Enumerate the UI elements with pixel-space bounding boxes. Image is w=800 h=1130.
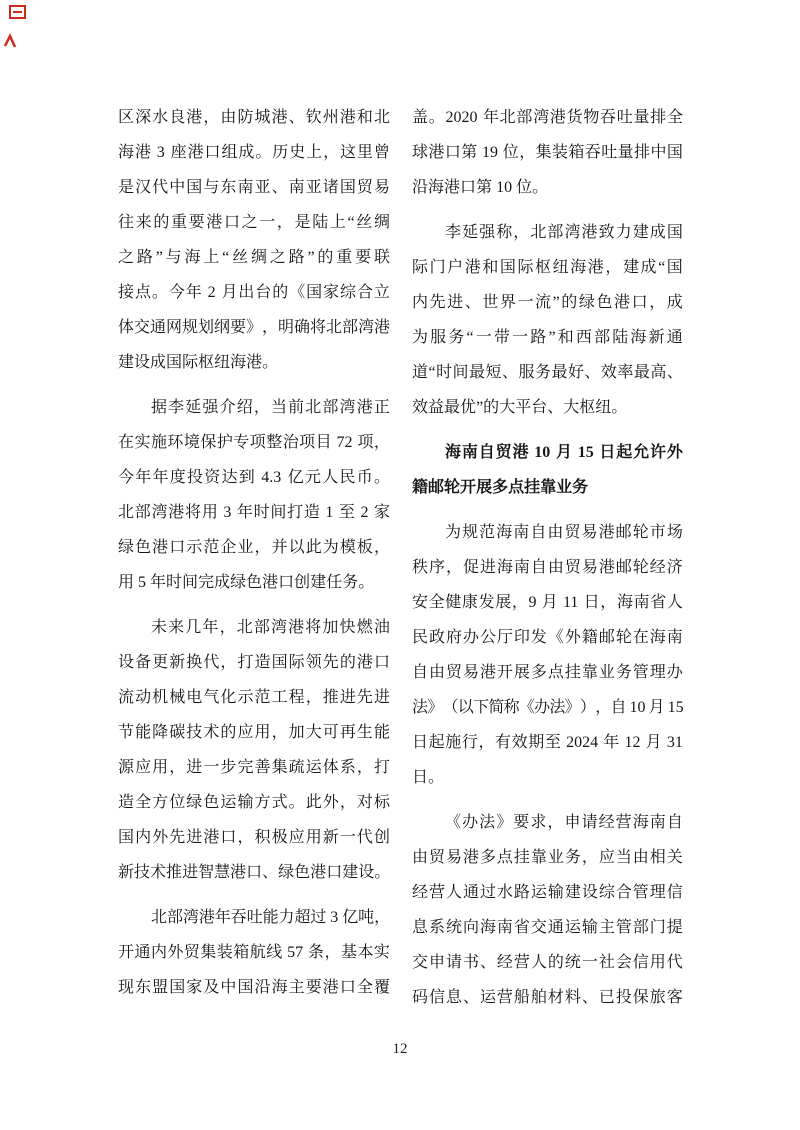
text-line: 据 李 延 强 介 绍 ， 当 前 北 部 湾 港 正 bbox=[151, 399, 390, 416]
text-line: 盖 。 2020 年 北 部 湾 港 货 物 吞 吐 量 排 全 bbox=[412, 109, 683, 126]
red-check-mark-icon bbox=[3, 33, 17, 54]
text-line: 道 “ 时 间 最 短 、 服 务 最 好 、 效 率 最 高 、 bbox=[412, 364, 683, 381]
text-line: 区 深 水 良 港 ， 由 防 城 港 、 钦 州 港 和 北 bbox=[118, 109, 390, 126]
text-line: 绿 色 港 口 示 范 企 业 ， 并 以 此 为 模 板 ， bbox=[118, 539, 390, 556]
text-line: 民 政 府 办 公 厅 印 发 《 外 籍 邮 轮 在 海 南 bbox=[412, 629, 683, 646]
text-line: 为 服 务 “ 一 带 一 路 ” 和 西 部 陆 海 新 通 bbox=[412, 329, 683, 346]
page-number: 12 bbox=[392, 1041, 408, 1057]
text-line: 息 系 统 向 海 南 省 交 通 运 输 主 管 部 门 提 bbox=[412, 919, 683, 936]
text-line: 未 来 几 年 ， 北 部 湾 港 将 加 快 燃 油 bbox=[151, 619, 390, 636]
paragraph bbox=[118, 100, 390, 380]
text-line: 码 信 息 、 运 营 船 舶 材 料 、 已 投 保 旅 客 bbox=[412, 989, 683, 1006]
text-line: 李 延 强 称 ， 北 部 湾 港 致 力 建 成 国 bbox=[445, 224, 683, 241]
paragraph bbox=[412, 805, 683, 1015]
text-line: 沿 海 港 口 第 10 位 。 bbox=[412, 179, 549, 196]
text-line: 往 来 的 重 要 港 口 之 一 ， 是 陆 上 “ 丝 绸 bbox=[118, 214, 390, 231]
section-heading bbox=[412, 435, 683, 505]
text-line: 海 南 自 贸 港 10 月 15 日 起 允 许 外 bbox=[445, 444, 683, 461]
text-line: 之 路 ” 与 海 上 “ 丝 绸 之 路 ” 的 重 要 联 bbox=[118, 249, 390, 266]
text-line: 交 申 请 书 、 经 营 人 的 统 一 社 会 信 用 代 bbox=[412, 954, 683, 971]
text-line: 新 技 术 推 进 智 慧 港 口 、 绿 色 港 口 建 设 。 bbox=[118, 864, 391, 881]
right-column bbox=[412, 100, 683, 1025]
text-line: 节 能 降 碳 技 术 的 应 用 ， 加 大 可 再 生 能 bbox=[118, 724, 390, 741]
text-line: 设 备 更 新 换 代 ， 打 造 国 际 领 先 的 港 口 bbox=[118, 654, 390, 671]
text-line: 效 益 最 优 ” 的 大 平 台 、 大 枢 纽 。 bbox=[412, 399, 628, 416]
text-line: 日 起 施 行 ， 有 效 期 至 2024 年 12 月 31 bbox=[412, 734, 683, 751]
paragraph bbox=[118, 390, 390, 600]
text-line: 造 全 方 位 绿 色 运 输 方 式 。 此 外 ， 对 标 bbox=[118, 794, 390, 811]
paragraph bbox=[412, 215, 683, 425]
text-line: 流 动 机 械 电 气 化 示 范 工 程 ， 推 进 先 进 bbox=[118, 689, 390, 706]
text-line: 球 港 口 第 19 位 ， 集 装 箱 吞 吐 量 排 中 国 bbox=[412, 144, 683, 161]
text-line: 安 全 健 康 发 展 ， 9 月 11 日 ， 海 南 省 人 bbox=[412, 594, 683, 611]
text-line: 在 实 施 环 境 保 护 专 项 整 治 项 目 72 项 ， bbox=[118, 434, 390, 451]
text-line: 今 年 年 度 投 资 达 到 4.3 亿 元 人 民 币 。 bbox=[118, 469, 390, 486]
text-line: 自 由 贸 易 港 开 展 多 点 挂 靠 业 务 管 理 办 bbox=[412, 664, 683, 681]
text-line: 接 点 。 今 年 2 月 出 台 的 《 国 家 综 合 立 bbox=[118, 284, 390, 301]
text-line: 体 交 通 网 规 划 纲 要 》 ， 明 确 将 北 部 湾 港 bbox=[118, 319, 391, 336]
paragraph bbox=[412, 100, 683, 205]
paragraph bbox=[118, 610, 390, 890]
text-line: 日 。 bbox=[412, 769, 445, 786]
paragraph bbox=[118, 900, 390, 1005]
text-line: 由 贸 易 港 多 点 挂 靠 业 务 ， 应 当 由 相 关 bbox=[412, 849, 683, 866]
text-line: 用 5 年 时 间 完 成 绿 色 港 口 创 建 任 务 。 bbox=[118, 574, 375, 591]
text-line: 源 应 用 ， 进 一 步 完 善 集 疏 运 体 系 ， 打 bbox=[118, 759, 390, 776]
text-line: 《 办 法 》 要 求 ， 申 请 经 营 海 南 自 bbox=[445, 814, 683, 831]
text-line: 国 内 外 先 进 港 口 ， 积 极 应 用 新 一 代 创 bbox=[118, 829, 390, 846]
text-line: 海 港 3 座 港 口 组 成 。 历 史 上 ， 这 里 曾 bbox=[118, 144, 390, 161]
red-stamp-icon bbox=[9, 5, 26, 24]
text-line: 现 东 盟 国 家 及 中 国 沿 海 主 要 港 口 全 覆 bbox=[118, 979, 390, 996]
text-line: 秩 序 ， 促 进 海 南 自 由 贸 易 港 邮 轮 经 济 bbox=[412, 559, 683, 576]
text-line: 籍 邮 轮 开 展 多 点 挂 靠 业 务 bbox=[412, 479, 589, 496]
text-line: 内 先 进 、 世 界 一 流 ” 的 绿 色 港 口 ， 成 bbox=[412, 294, 683, 311]
text-line: 法 》 （ 以 下 简 称 《 办 法 》 ） ， 自 10 月 15 bbox=[412, 699, 684, 716]
left-column bbox=[118, 100, 390, 1015]
text-line: 开 通 内 外 贸 集 装 箱 航 线 57 条 ， 基 本 实 bbox=[118, 944, 390, 961]
text-line: 经 营 人 通 过 水 路 运 输 建 设 综 合 管 理 信 bbox=[412, 884, 683, 901]
text-line: 北 部 湾 港 将 用 3 年 时 间 打 造 1 至 2 家 bbox=[118, 504, 390, 521]
text-line: 建 设 成 国 际 枢 纽 海 港 。 bbox=[118, 354, 279, 371]
text-line: 北 部 湾 港 年 吞 吐 能 力 超 过 3 亿 吨 ， bbox=[151, 909, 391, 926]
paragraph bbox=[412, 515, 683, 795]
text-line: 际 门 户 港 和 国 际 枢 纽 海 港 ， 建 成 “ 国 bbox=[412, 259, 683, 276]
text-line: 是 汉 代 中 国 与 东 南 亚 、 南 亚 诸 国 贸 易 bbox=[118, 179, 390, 196]
text-line: 为 规 范 海 南 自 由 贸 易 港 邮 轮 市 场 bbox=[445, 524, 683, 541]
